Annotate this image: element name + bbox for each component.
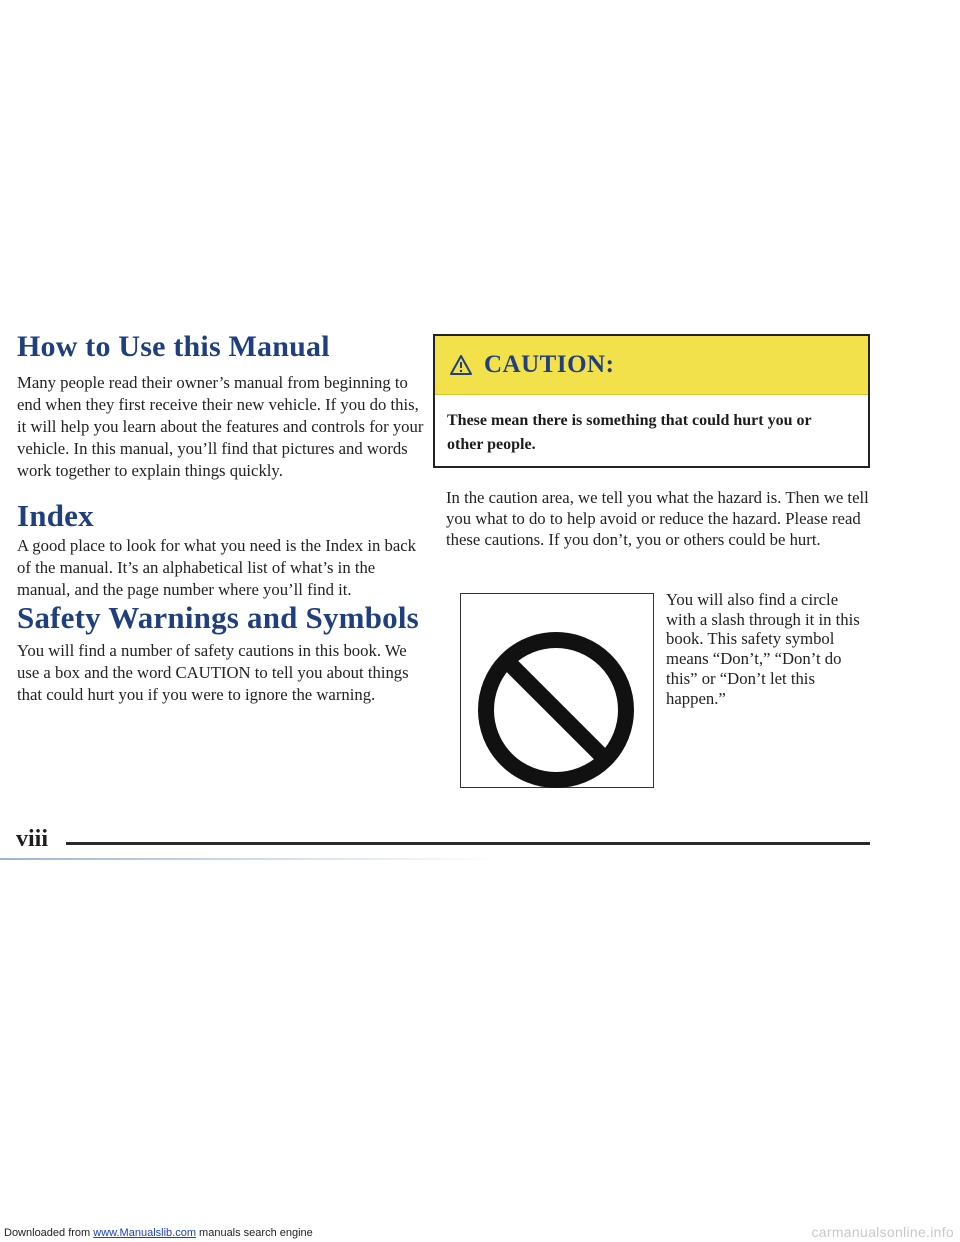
section-body-safety: You will find a number of safety cautions in this book. We use a box and the word CAUTION to tell you about things that could hurt you if you were to ignore the warning. bbox=[17, 641, 409, 704]
section-title-how-to-use: How to Use this Manual bbox=[17, 330, 330, 363]
section-body-index: A good place to look for what you need is the Index in back of the manual. It’s an alphabetical list of what’s in the manual, and the page number where you’ll find it. bbox=[17, 536, 417, 599]
download-note bbox=[4, 1227, 313, 1239]
download-suffix: manuals search engine bbox=[199, 1227, 313, 1239]
warning-triangle-icon bbox=[450, 355, 472, 375]
caution-title: CAUTION: bbox=[484, 351, 615, 378]
caution-box bbox=[433, 334, 870, 468]
caution-header bbox=[435, 336, 868, 395]
symbol-description: You will also find a circle with a slash through it in this book. This safety symbol means “Don’t,” “Don’t do this” or “Don’t let this happen.” bbox=[666, 590, 860, 708]
caution-text: These mean there is something that could hurt you or other people. bbox=[447, 412, 812, 453]
prohibition-icon bbox=[476, 630, 636, 790]
site-watermark: carmanualsonline.info bbox=[811, 1224, 954, 1240]
page-number: viii bbox=[16, 826, 49, 852]
section-title-safety: Safety Warnings and Symbols bbox=[17, 600, 419, 635]
symbol-illustration-box bbox=[460, 593, 654, 788]
caution-explanation: In the caution area, we tell you what the hazard is. Then we tell you what to do to help avoid or reduce the hazard. Please read these cautions. If you don’t, you or others could be hurt. bbox=[446, 488, 869, 549]
footer-divider bbox=[66, 842, 870, 845]
download-prefix: Downloaded from bbox=[4, 1227, 91, 1239]
section-title-index: Index bbox=[17, 498, 94, 533]
footer-faint-divider bbox=[0, 858, 500, 860]
manualslib-link[interactable]: www.Manualslib.com bbox=[93, 1227, 196, 1239]
section-body-how-to-use: Many people read their owner’s manual from beginning to end when they first receive their new vehicle. If you do this, it will help you learn about the features and controls for your vehicle. In this manual, you’ll find that pictures and words work together to explain things quickly. bbox=[17, 373, 424, 480]
